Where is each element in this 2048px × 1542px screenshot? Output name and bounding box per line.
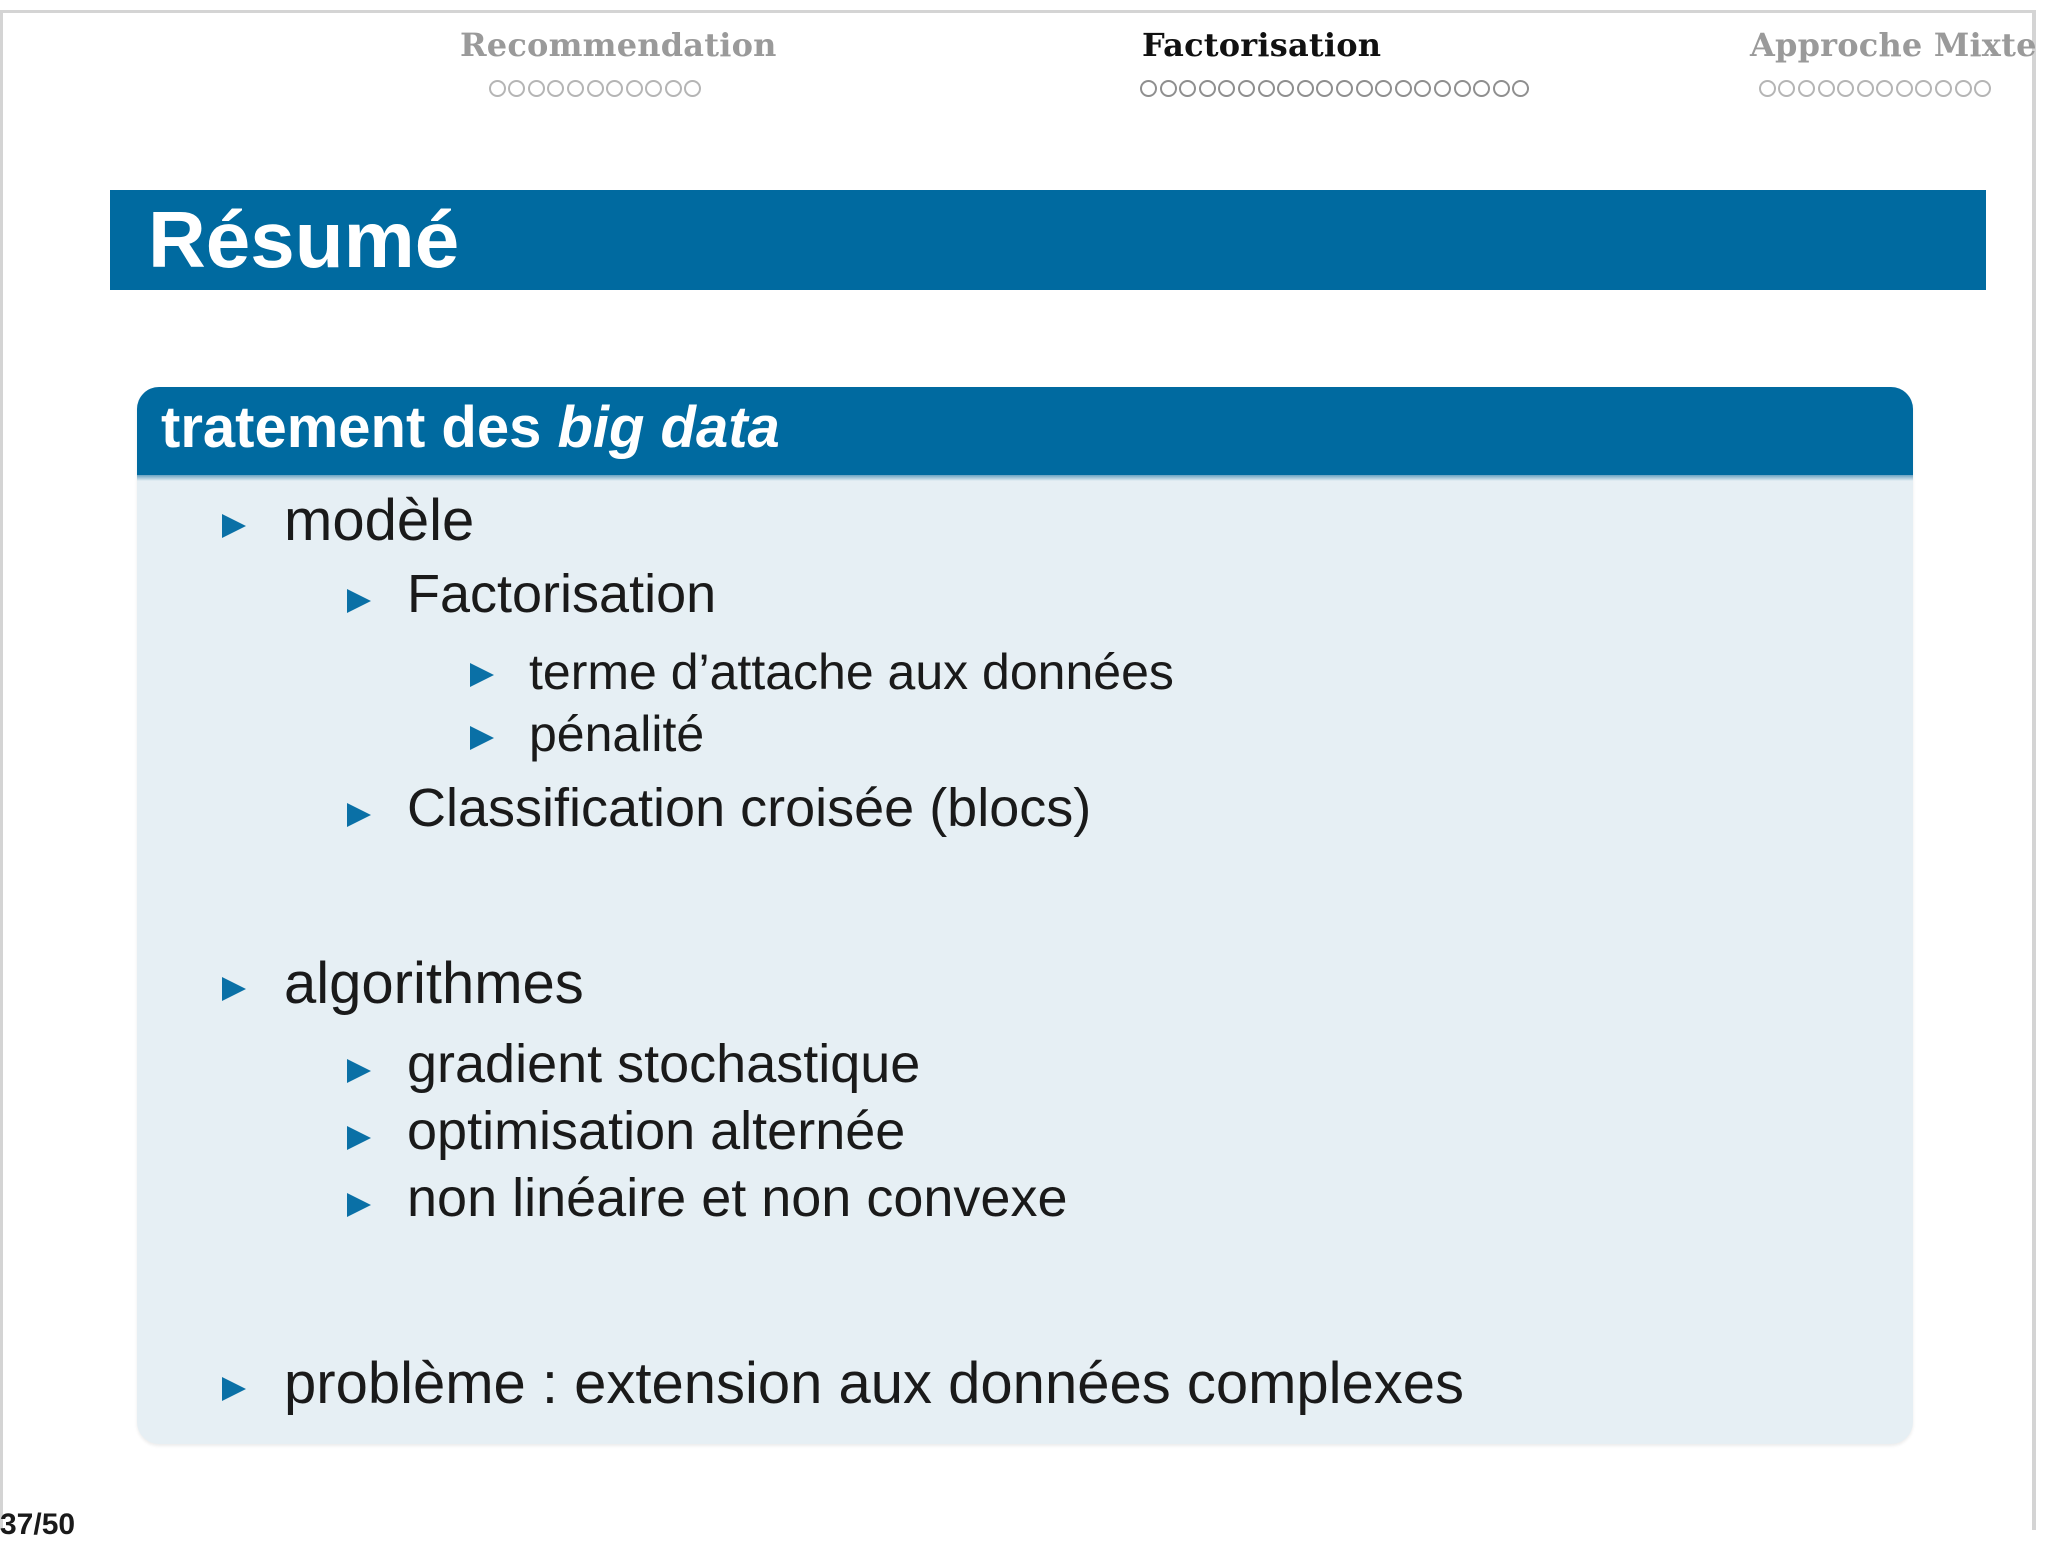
nav-dot-icon[interactable] xyxy=(1434,80,1451,97)
content-block xyxy=(137,387,1913,1444)
bullet-arrow-icon xyxy=(347,1059,371,1083)
nav-dot-icon[interactable] xyxy=(1395,80,1412,97)
nav-dot-icon[interactable] xyxy=(1316,80,1333,97)
nav-dot-icon[interactable] xyxy=(665,80,682,97)
nav-dot-icon[interactable] xyxy=(1414,80,1431,97)
nav-dot-icon[interactable] xyxy=(1356,80,1373,97)
nav-dot-icon[interactable] xyxy=(1759,80,1776,97)
nav-dot-icon[interactable] xyxy=(1493,80,1510,97)
nav-dot-icon[interactable] xyxy=(626,80,643,97)
nav-dot-icon[interactable] xyxy=(645,80,662,97)
bullet-arrow-icon xyxy=(347,589,371,613)
nav-dot-icon[interactable] xyxy=(1876,80,1893,97)
item-gradient: gradient stochastique xyxy=(407,1034,921,1094)
nav-dot-icon[interactable] xyxy=(1375,80,1392,97)
nav-label-factorisation: Factorisation xyxy=(1142,26,1382,64)
item-optimisation: optimisation alternée xyxy=(407,1101,906,1161)
block-title xyxy=(161,387,780,469)
nav-section-factorisation[interactable] xyxy=(1140,26,1550,97)
nav-dot-icon[interactable] xyxy=(1818,80,1835,97)
nav-dot-icon[interactable] xyxy=(684,80,701,97)
nav-dot-icon[interactable] xyxy=(1336,80,1353,97)
nav-dot-icon[interactable] xyxy=(1798,80,1815,97)
nav-dot-icon[interactable] xyxy=(528,80,545,97)
bullet-arrow-icon xyxy=(222,514,246,538)
nav-dot-icon[interactable] xyxy=(1935,80,1952,97)
bullet-arrow-icon xyxy=(470,726,494,750)
nav-dot-icon[interactable] xyxy=(1218,80,1235,97)
nav-dot-icon[interactable] xyxy=(489,80,506,97)
nav-dot-icon[interactable] xyxy=(1199,80,1216,97)
nav-dot-icon[interactable] xyxy=(1160,80,1177,97)
nav-dot-icon[interactable] xyxy=(1974,80,1991,97)
nav-dot-icon[interactable] xyxy=(1258,80,1275,97)
nav-dot-icon[interactable] xyxy=(1837,80,1854,97)
nav-dot-icon[interactable] xyxy=(587,80,604,97)
nav-label-approche-mixte: Approche Mixte xyxy=(1750,26,2037,64)
nav-dot-icon[interactable] xyxy=(1454,80,1471,97)
nav-dot-icon[interactable] xyxy=(547,80,564,97)
nav-dots-factorisation xyxy=(1140,80,1550,97)
bullet-arrow-icon xyxy=(470,663,494,687)
nav-label-recommendation: Recommendation xyxy=(460,26,777,64)
nav-dot-icon[interactable] xyxy=(1277,80,1294,97)
bullet-arrow-icon xyxy=(222,1377,246,1401)
nav-section-approche-mixte[interactable] xyxy=(1750,26,2037,97)
nav-dot-icon[interactable] xyxy=(1896,80,1913,97)
nav-dot-icon[interactable] xyxy=(1238,80,1255,97)
item-algorithmes: algorithmes xyxy=(284,951,584,1016)
slide-title: Résumé xyxy=(148,195,460,284)
nav-dot-icon[interactable] xyxy=(1297,80,1314,97)
nav-dot-icon[interactable] xyxy=(606,80,623,97)
nav-dot-icon[interactable] xyxy=(1512,80,1529,97)
nav-dot-icon[interactable] xyxy=(1778,80,1795,97)
nav-dot-icon[interactable] xyxy=(567,80,584,97)
slide-title-bar xyxy=(110,190,1986,290)
nav-dot-icon[interactable] xyxy=(508,80,525,97)
page-number: 37/50 xyxy=(0,1508,76,1541)
nav-dots-approche-mixte xyxy=(1750,80,2000,97)
item-modele: modèle xyxy=(284,488,475,553)
bullet-arrow-icon xyxy=(347,1193,371,1217)
item-terme-attache: terme d’attache aux données xyxy=(529,644,1174,700)
nav-dot-icon[interactable] xyxy=(1140,80,1157,97)
item-penalite: pénalité xyxy=(529,706,705,762)
bullet-arrow-icon xyxy=(347,803,371,827)
block-header xyxy=(137,387,1913,475)
nav-dot-icon[interactable] xyxy=(1857,80,1874,97)
item-probleme: problème : extension aux données complexes xyxy=(284,1351,1465,1416)
bullet-arrow-icon xyxy=(347,1126,371,1150)
item-factorisation: Factorisation xyxy=(407,564,717,624)
nav-dot-icon[interactable] xyxy=(1915,80,1932,97)
nav-dots-recommendation xyxy=(460,80,730,97)
block-title-italic: big data xyxy=(557,395,780,460)
item-classification: Classification croisée (blocs) xyxy=(407,778,1092,838)
bullet-arrow-icon xyxy=(222,977,246,1001)
nav-dot-icon[interactable] xyxy=(1955,80,1972,97)
item-non-lineaire: non linéaire et non convexe xyxy=(407,1168,1068,1228)
nav-dot-icon[interactable] xyxy=(1179,80,1196,97)
nav-dot-icon[interactable] xyxy=(1473,80,1490,97)
nav-section-recommendation[interactable] xyxy=(460,26,777,97)
block-title-plain: tratement des xyxy=(161,395,558,460)
